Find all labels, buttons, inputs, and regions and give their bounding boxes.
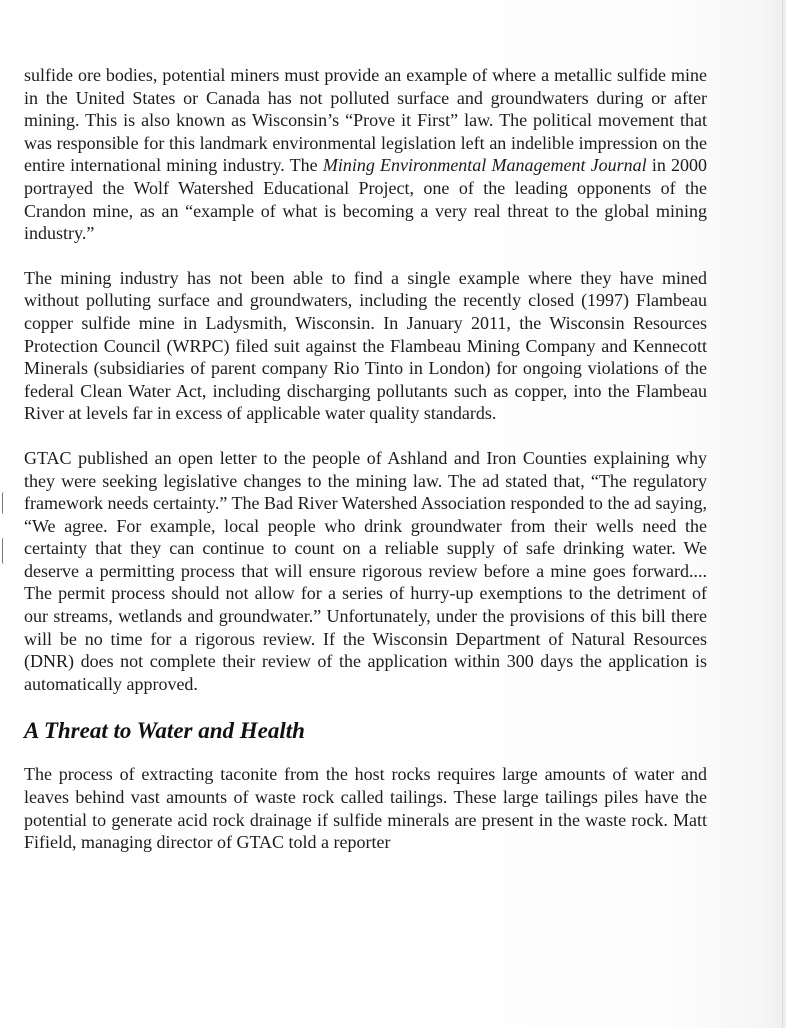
- margin-bracket-mark: [2, 538, 7, 564]
- journal-title: Mining Environmental Management Journal: [322, 155, 647, 176]
- paragraph-text: sulfide ore bodies, potential miners must provide an example of where a metallic sulfide mine in the United States or Canada has not polluted surface and groundwaters during or after mining. This is also known as Wisconsin’s “Prove it First” law. The political movement that was responsible for this landmark environmental legislation left an indelible impression on the entire international mining industry. The: [24, 65, 707, 176]
- page-edge-shadow: [782, 0, 783, 1028]
- paragraph-taconite: The process of extracting taconite from the host rocks requires large amounts of water and leaves behind vast amounts of waste rock called tailings. These large tailings piles have the potential to generate acid rock drainage if sulfide minerals are present in the waste rock. Matt Fifield, managing director of GTAC told a reporter: [24, 764, 707, 853]
- paragraph-gtac-letter: GTAC published an open letter to the people of Ashland and Iron Counties explaining why they were seeking legislative changes to the mining law. The ad stated that, “The regulatory framework needs certainty.” The Bad River Watershed Association responded to the ad saying, “We agree. For example, local people who drink groundwater from their wells need the certainty that they can continue to count on a reliable supply of safe drinking water. We deserve a permitting process that will ensure rigorous review before a mine goes forward.... The permit process should not allow for a series of hurry-up exemptions to the detriment of our streams, wetlands and groundwater.” Unfortunately, under the provisions of this bill there will be no time for a rigorous review. If the Wisconsin Department of Natural Resources (DNR) does not complete their review of the application within 300 days the application is automatically approved.: [24, 447, 707, 694]
- paragraph-prove-it-first: [24, 64, 707, 245]
- body-text-column: [24, 64, 707, 876]
- section-heading: A Threat to Water and Health: [24, 718, 305, 744]
- paragraph-text: in 2000 portrayed the Wolf Watershed Educational Project, one of the leading opponents of the Crandon mine, as an “example of what is becoming a very real threat to the global mining industry.”: [24, 155, 707, 244]
- margin-bracket-mark: [2, 492, 7, 514]
- paragraph-flambeau-mine: The mining industry has not been able to find a single example where they have mined without polluting surface and groundwaters, including the recently closed (1997) Flambeau copper sulfide mine in Ladysmith, Wisconsin. In January 2011, the Wisconsin Resources Protection Council (WRPC) filed suit against the Flambeau Mining Company and Kennecott Minerals (subsidiaries of parent company Rio Tinto in London) for ongoing violations of the federal Clean Water Act, including discharging pollutants such as copper, into the Flambeau River at levels far in excess of applicable water quality standards.: [24, 267, 707, 424]
